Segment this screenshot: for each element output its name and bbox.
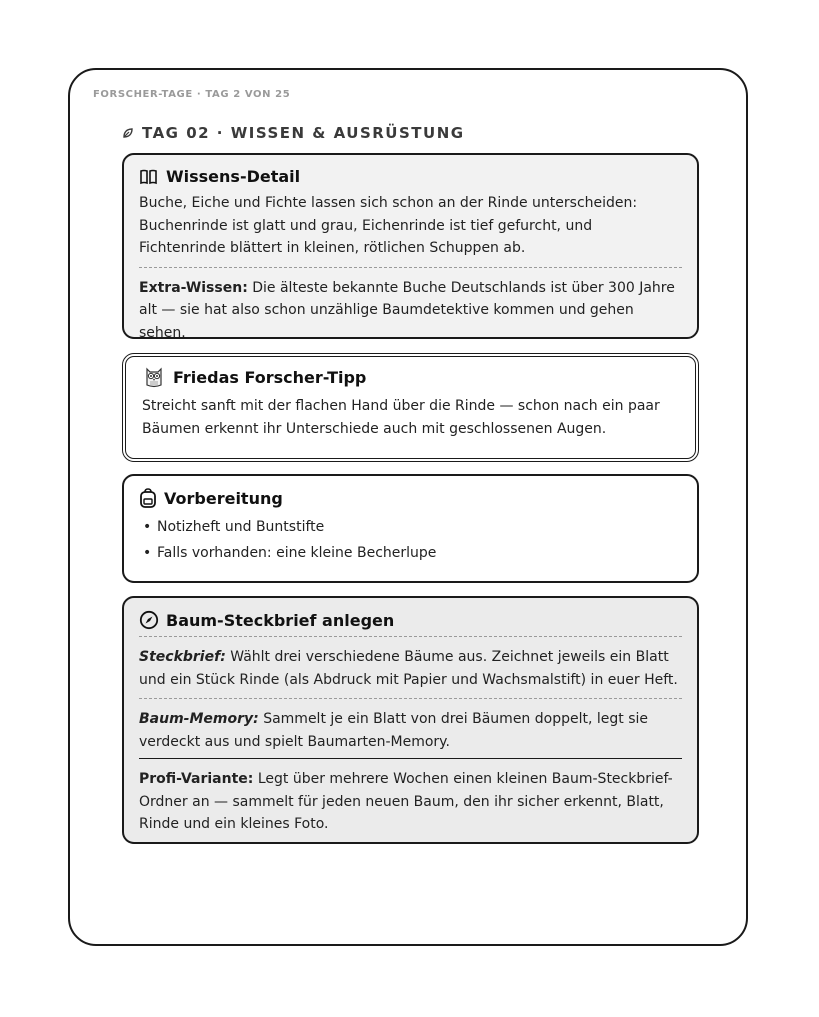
baum-steckbrief-heading (139, 610, 682, 630)
divider (139, 758, 682, 759)
wissens-detail-heading (139, 167, 682, 186)
vorbereitung-heading (139, 488, 682, 508)
leaf-icon (122, 127, 134, 139)
baum-steckbrief-box (122, 596, 699, 844)
page-frame (68, 68, 748, 946)
vorbereitung-box (122, 474, 699, 583)
divider (139, 636, 682, 637)
extra-wissen-text: Die älteste bekannte Buche Deutschlands ist über 300 Jahre alt — sie hat also schon unzählige Baumdetektive kommen und gehen sehen. (139, 279, 675, 341)
baum-steckbrief-title: Baum-Steckbrief anlegen (166, 610, 395, 630)
extra-wissen-paragraph (139, 277, 682, 345)
wissens-detail-title: Wissens-Detail (166, 167, 301, 186)
vorbereitung-list (139, 514, 682, 566)
list-item: • Notizheft und Buntstifte (143, 514, 682, 540)
owl-icon (142, 365, 166, 389)
section-title (122, 124, 465, 142)
forscher-tipp-box (122, 353, 699, 462)
baum-memory-label: Baum-Memory: (139, 711, 259, 727)
running-head: FORSCHER-TAGE · TAG 2 VON 25 (93, 89, 291, 100)
steckbrief-paragraph (139, 646, 682, 691)
profi-variante-text: Legt über mehrere Wochen einen kleinen Baum-Steckbrief-Ordner an — sammelt für jeden neuen Baum, den ihr sicher erkennt, Blatt, Rinde und ein kleines Foto. (139, 771, 673, 832)
profi-variante-label: Profi-Variante: (139, 771, 254, 787)
forscher-tipp-heading (142, 365, 679, 389)
divider (139, 267, 682, 268)
backpack-icon (139, 488, 157, 508)
wissens-detail-text: Buche, Eiche und Fichte lassen sich schon an der Rinde unterscheiden: Buchenrinde ist glatt und grau, Eichenrinde ist tief gefurcht, und Fichtenrinde blättert in kleinen, rötlichen Schuppen ab. (139, 195, 638, 256)
steckbrief-text: Wählt drei verschiedene Bäume aus. Zeichnet jeweils ein Blatt und ein Stück Rinde (als Abdruck mit Papier und Wachsmalstift) in euer Heft. (139, 649, 678, 688)
forscher-tipp-text: Streicht sanft mit der flachen Hand über die Rinde — schon nach ein paar Bäumen erkennt ihr Unterschiede auch mit geschlossenen Augen. (142, 398, 660, 437)
extra-wissen-label: Extra-Wissen: (139, 279, 248, 296)
section-title-text: TAG 02 · WISSEN & AUSRÜSTUNG (142, 124, 465, 142)
wissens-detail-box (122, 153, 699, 339)
vorbereitung-title: Vorbereitung (164, 488, 283, 508)
profi-variante-paragraph (139, 768, 682, 836)
baum-memory-paragraph (139, 708, 682, 753)
list-item: • Falls vorhanden: eine kleine Becherlupe (143, 540, 682, 566)
book-icon (139, 169, 159, 185)
forscher-tipp-title: Friedas Forscher-Tipp (173, 367, 367, 387)
steckbrief-label: Steckbrief: (139, 649, 226, 665)
baum-memory-text: Sammelt je ein Blatt von drei Bäumen doppelt, legt sie verdeckt aus und spielt Baumarten-Memory. (139, 711, 649, 750)
compass-icon (139, 610, 159, 630)
divider (139, 698, 682, 699)
